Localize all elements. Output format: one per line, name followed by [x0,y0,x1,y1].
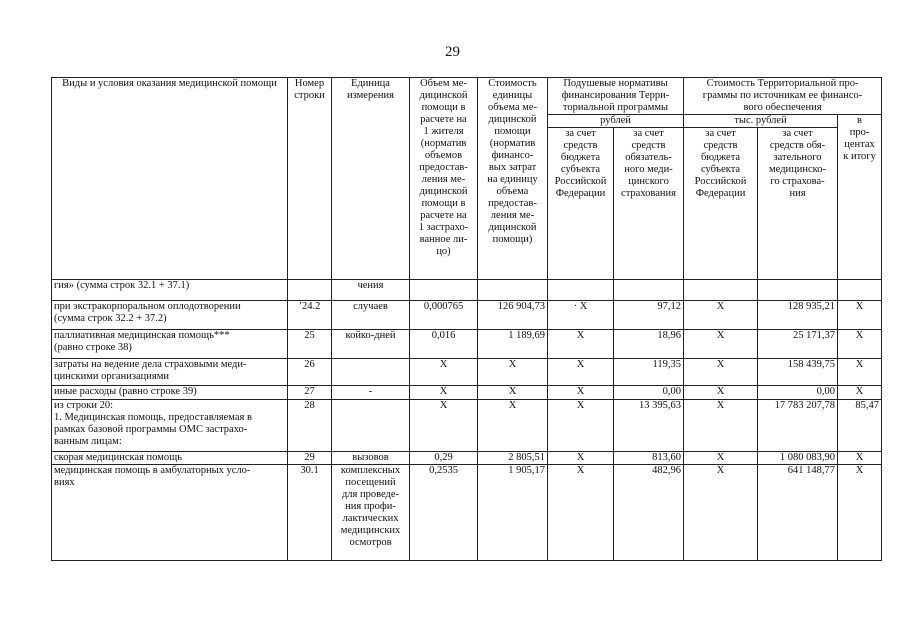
table-row [52,359,882,386]
row-budget-thousand: X [684,359,758,386]
header-unit-cost: Стоимость единицы объема ме- дицинской помощи (норматив финансо- вых затрат на единицу объема предостав- ления ме- дицинской помощи) [478,78,548,280]
table-row [52,280,882,301]
row-oms-rub: 13 395,63 [614,400,684,452]
row-unit: койко-дней [332,330,410,359]
row-budget-thousand: X [684,386,758,400]
table-row [52,386,882,400]
row-oms-thousand [758,280,838,301]
row-budget-rub: X [548,400,614,452]
row-budget-thousand: X [684,301,758,330]
row-number: 28 [288,400,332,452]
row-volume: 0,29 [410,452,478,465]
row-budget-rub: X [548,359,614,386]
row-volume: 0,016 [410,330,478,359]
row-number: 25 [288,330,332,359]
table-row [52,465,882,561]
row-budget-rub: X [548,330,614,359]
row-oms-rub: 0,00 [614,386,684,400]
row-name: гия» (сумма строк 32.1 + 37.1) [52,280,288,301]
row-number: ʼ24.2 [288,301,332,330]
row-unit: - [332,386,410,400]
header-row-number: Номер строки [288,78,332,280]
row-budget-thousand [684,280,758,301]
row-budget-rub: X [548,465,614,561]
row-cost: 126 904,73 [478,301,548,330]
header-per-capita: Подушевые нормативы финансирования Терри- ториальной программы [548,78,684,115]
row-percent [838,280,882,301]
row-oms-rub: 97,12 [614,301,684,330]
table-row [52,330,882,359]
row-oms-thousand: 158 439,75 [758,359,838,386]
row-number: 26 [288,359,332,386]
page-number: 29 [445,44,460,60]
row-volume: X [410,359,478,386]
row-name: скорая медицинская помощь [52,452,288,465]
row-oms-thousand: 17 783 207,78 [758,400,838,452]
header-oms-rub: за счет средств обязатель- ного меди- цинского страхования [614,128,684,280]
row-cost: X [478,359,548,386]
header-budget-thousand: за счет средств бюджета субъекта Российской Федерации [684,128,758,280]
row-cost [478,280,548,301]
row-oms-thousand: 1 080 083,90 [758,452,838,465]
row-unit: комплексных посещений для проведе- ния профи- лактических медицинских осмотров [332,465,410,561]
row-volume: 0,2535 [410,465,478,561]
row-oms-rub: 18,96 [614,330,684,359]
row-oms-rub: 482,96 [614,465,684,561]
row-name: иные расходы (равно строке 39) [52,386,288,400]
header-unit-rub: рублей [548,115,684,128]
row-budget-thousand: X [684,465,758,561]
row-number: 27 [288,386,332,400]
row-cost: X [478,400,548,452]
row-cost: 2 805,51 [478,452,548,465]
table-row [52,452,882,465]
header-percent: в про- центах к итогу [838,115,882,280]
header-unit: Единица измерения [332,78,410,280]
row-volume: X [410,400,478,452]
row-oms-rub: 119,35 [614,359,684,386]
row-oms-thousand: 641 148,77 [758,465,838,561]
header-program-cost: Стоимость Территориальной про- граммы по источникам ее финансо- вого обеспечения [684,78,882,115]
row-cost: X [478,386,548,400]
row-cost: 1 905,17 [478,465,548,561]
row-percent: X [838,359,882,386]
row-budget-thousand: X [684,330,758,359]
header-volume: Объем ме- дицинской помощи в расчете на 1 жителя (норматив объемов предостав- ления ме- дицинской помощи в расчете на 1 застрахо- ванное ли- цо) [410,78,478,280]
row-budget-rub: X [548,386,614,400]
row-name: паллиативная медицинская помощь*** (равно строке 38) [52,330,288,359]
row-number [288,280,332,301]
row-oms-thousand: 0,00 [758,386,838,400]
row-number: 30.1 [288,465,332,561]
row-budget-rub: · X [548,301,614,330]
row-budget-thousand: X [684,452,758,465]
header-unit-thousand-rub: тыс. рублей [684,115,838,128]
row-unit [332,400,410,452]
row-number: 29 [288,452,332,465]
row-oms-thousand: 25 171,37 [758,330,838,359]
table-row [52,301,882,330]
row-budget-rub [548,280,614,301]
row-percent: X [838,452,882,465]
row-percent: X [838,465,882,561]
row-percent: X [838,386,882,400]
row-name: при экстракорпоральном оплодотворении (сумма строк 32.2 + 37.2) [52,301,288,330]
row-percent: X [838,301,882,330]
row-oms-rub [614,280,684,301]
row-volume [410,280,478,301]
row-unit: случаев [332,301,410,330]
table-row [52,400,882,452]
program-cost-table [51,77,882,561]
row-unit [332,359,410,386]
row-volume: X [410,386,478,400]
row-percent: 85,47 [838,400,882,452]
row-oms-rub: 813,60 [614,452,684,465]
row-budget-rub: X [548,452,614,465]
row-volume: 0,000765 [410,301,478,330]
row-unit: чения [332,280,410,301]
row-name: затраты на ведение дела страховыми меди- цинскими организациями [52,359,288,386]
row-name: медицинская помощь в амбулаторных усло- виях [52,465,288,561]
row-unit: вызовов [332,452,410,465]
header-kinds: Виды и условия оказания медицинской помощи [52,78,288,280]
row-percent: X [838,330,882,359]
row-budget-thousand: X [684,400,758,452]
header-budget-rub: за счет средств бюджета субъекта Российской Федерации [548,128,614,280]
row-oms-thousand: 128 935,21 [758,301,838,330]
header-oms-thousand: за счет средств обя- зательного медицинско- го страхова- ния [758,128,838,280]
row-name: из строки 20: 1. Медицинская помощь, предоставляемая в рамках базовой программы ОМС застрахо- ванным лицам: [52,400,288,452]
row-cost: 1 189,69 [478,330,548,359]
